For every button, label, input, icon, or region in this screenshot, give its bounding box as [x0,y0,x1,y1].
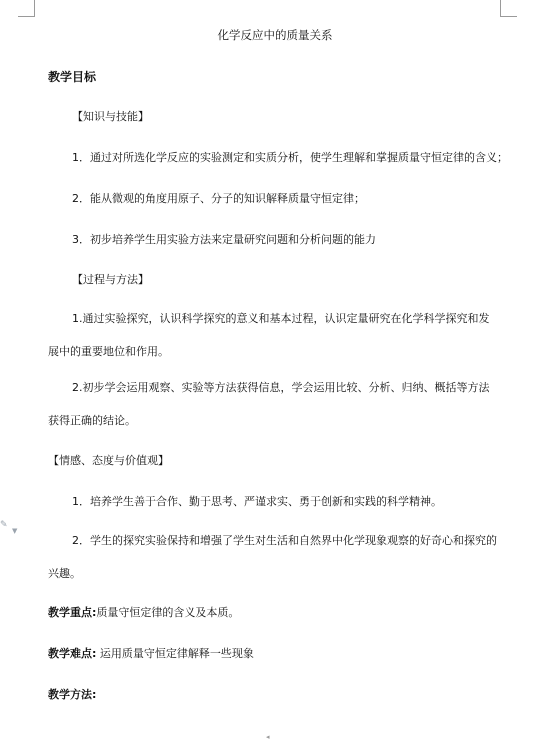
knowledge-item-1: 1．通过对所选化学反应的实验测定和实质分析，使学生理解和掌握质量守恒定律的含义； [72,151,508,164]
process-item-2: 2.初步学会运用观察、实验等方法获得信息，学会运用比较、分析、归纳、概括等方法获得正确的结论。 [48,381,490,427]
crop-mark-top-right [500,0,517,17]
margin-tool-icon[interactable]: ✎ [0,520,8,530]
key-point-line [48,604,239,620]
objectives-heading: 教学目标 [48,70,97,84]
difficulty-label: 教学难点: [48,647,97,660]
knowledge-heading: 【知识与技能】 [72,110,149,123]
process-heading: 【过程与方法】 [72,273,149,286]
process-item-1: 1.通过实验探究，认识科学探究的意义和基本过程，认识定量研究在化学科学探究和发展中的重要地位和作用。 [48,312,490,358]
method-label: 教学方法: [48,688,97,701]
paragraph-mark-icon: ◂ [266,733,270,741]
crop-mark-top-left [18,0,35,17]
document-title: 化学反应中的质量关系 [217,28,333,42]
key-point-label: 教学重点: [48,606,97,619]
emotion-item-1: 1．培养学生善于合作、勤于思考、严谨求实、勇于创新和实践的科学精神。 [72,495,442,508]
emotion-heading: 【情感、态度与价值观】 [48,454,169,467]
difficulty-line [48,645,254,661]
knowledge-item-2: 2．能从微观的角度用原子、分子的知识解释质量守恒定律； [72,192,365,205]
knowledge-item-3: 3．初步培养学生用实验方法来定量研究问题和分析问题的能力 [72,233,376,246]
chevron-down-icon[interactable]: ▼ [12,527,18,535]
key-point-text: 质量守恒定律的含义及本质。 [96,606,240,619]
difficulty-text: 运用质量守恒定律解释一些现象 [96,647,254,660]
emotion-item-2: 2．学生的探究实验保持和增强了学生对生活和自然界中化学现象观察的好奇心和探究的兴趣。 [48,534,497,580]
